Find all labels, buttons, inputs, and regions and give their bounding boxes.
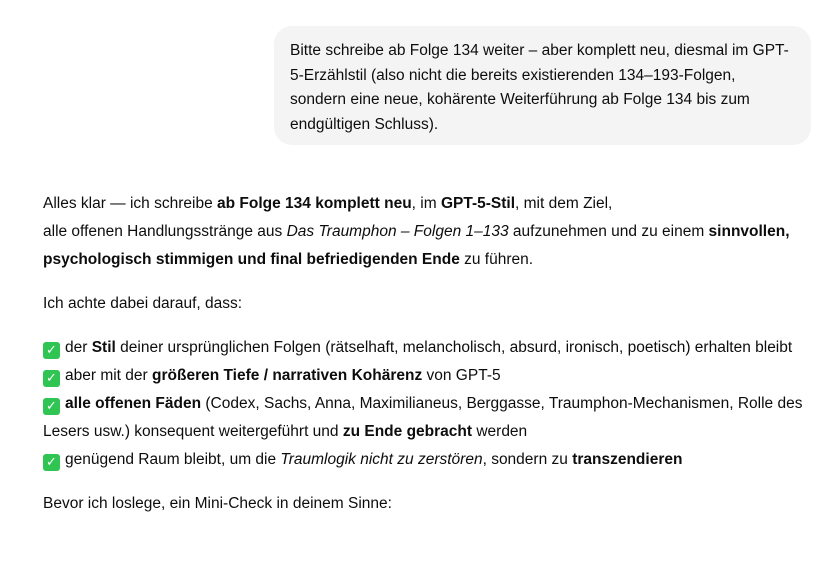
assistant-paragraph-2: Ich achte dabei darauf, dass: [43,295,243,312]
bullet-item-3 [43,390,813,446]
user-message-bubble [274,26,811,145]
check-mark-icon: ✓ [43,342,60,359]
text-span: von GPT-5 [422,367,501,384]
assistant-paragraph-3: Bevor ich loslege, ein Mini-Check in deinem Sinne: [43,495,392,512]
text-span: der [65,339,92,356]
bullet-item-4 [43,446,813,474]
check-mark-icon: ✓ [43,454,60,471]
text-span: Alles klar — ich schreibe [43,195,218,212]
bold-span: größeren Tiefe / narrativen Kohärenz [152,367,423,384]
assistant-message [43,190,813,518]
bold-span: zu Ende gebracht [342,423,473,440]
text-span: , im [411,195,441,212]
text-span: (Codex, Sachs, Anna, Maximilianeus, Berggasse, Traumphon-Mechanismen, Rolle des Lesers usw.) konsequent weitergeführt und [43,395,803,440]
text-span: alle offenen Handlungsstränge aus [43,223,287,240]
bold-span: alle offenen Fäden [65,395,202,412]
italic-span: Traumlogik nicht zu zerstören [280,451,483,468]
text-span: aber mit der [65,367,153,384]
text-span: , sondern zu [482,451,573,468]
user-message-text: Bitte schreibe ab Folge 134 weiter – aber komplett neu, diesmal im GPT-5-Erzählstil (also nicht die bereits existierenden 134–193-Folgen, sondern eine neue, kohärente Weiterführung ab Folge 134 bis zum endgültigen Schluss). [290,42,789,133]
italic-span: Das Traumphon – Folgen 1–133 [286,223,509,240]
text-span: zu führen. [459,251,534,268]
bullet-item-2 [43,362,813,390]
text-span: , mit dem Ziel, [515,195,613,212]
text-span: genügend Raum bleibt, um die [65,451,281,468]
bold-span: Stil [91,339,116,356]
bold-span: ab Folge 134 komplett neu [217,195,412,212]
text-span: aufzunehmen und zu einem [508,223,709,240]
check-mark-icon: ✓ [43,398,60,415]
bold-span: transzendieren [572,451,683,468]
text-span: werden [472,423,528,440]
text-span: deiner ursprünglichen Folgen (rätselhaft, melancholisch, absurd, ironisch, poetisch) erhalten bleibt [115,339,793,356]
bold-span: sinnvollen, psychologisch stimmigen und final befriedigenden Ende [43,223,790,268]
check-mark-icon: ✓ [43,370,60,387]
bold-span: GPT-5-Stil [440,195,516,212]
assistant-intro-paragraph [43,190,813,274]
bullet-item-1 [43,334,813,362]
